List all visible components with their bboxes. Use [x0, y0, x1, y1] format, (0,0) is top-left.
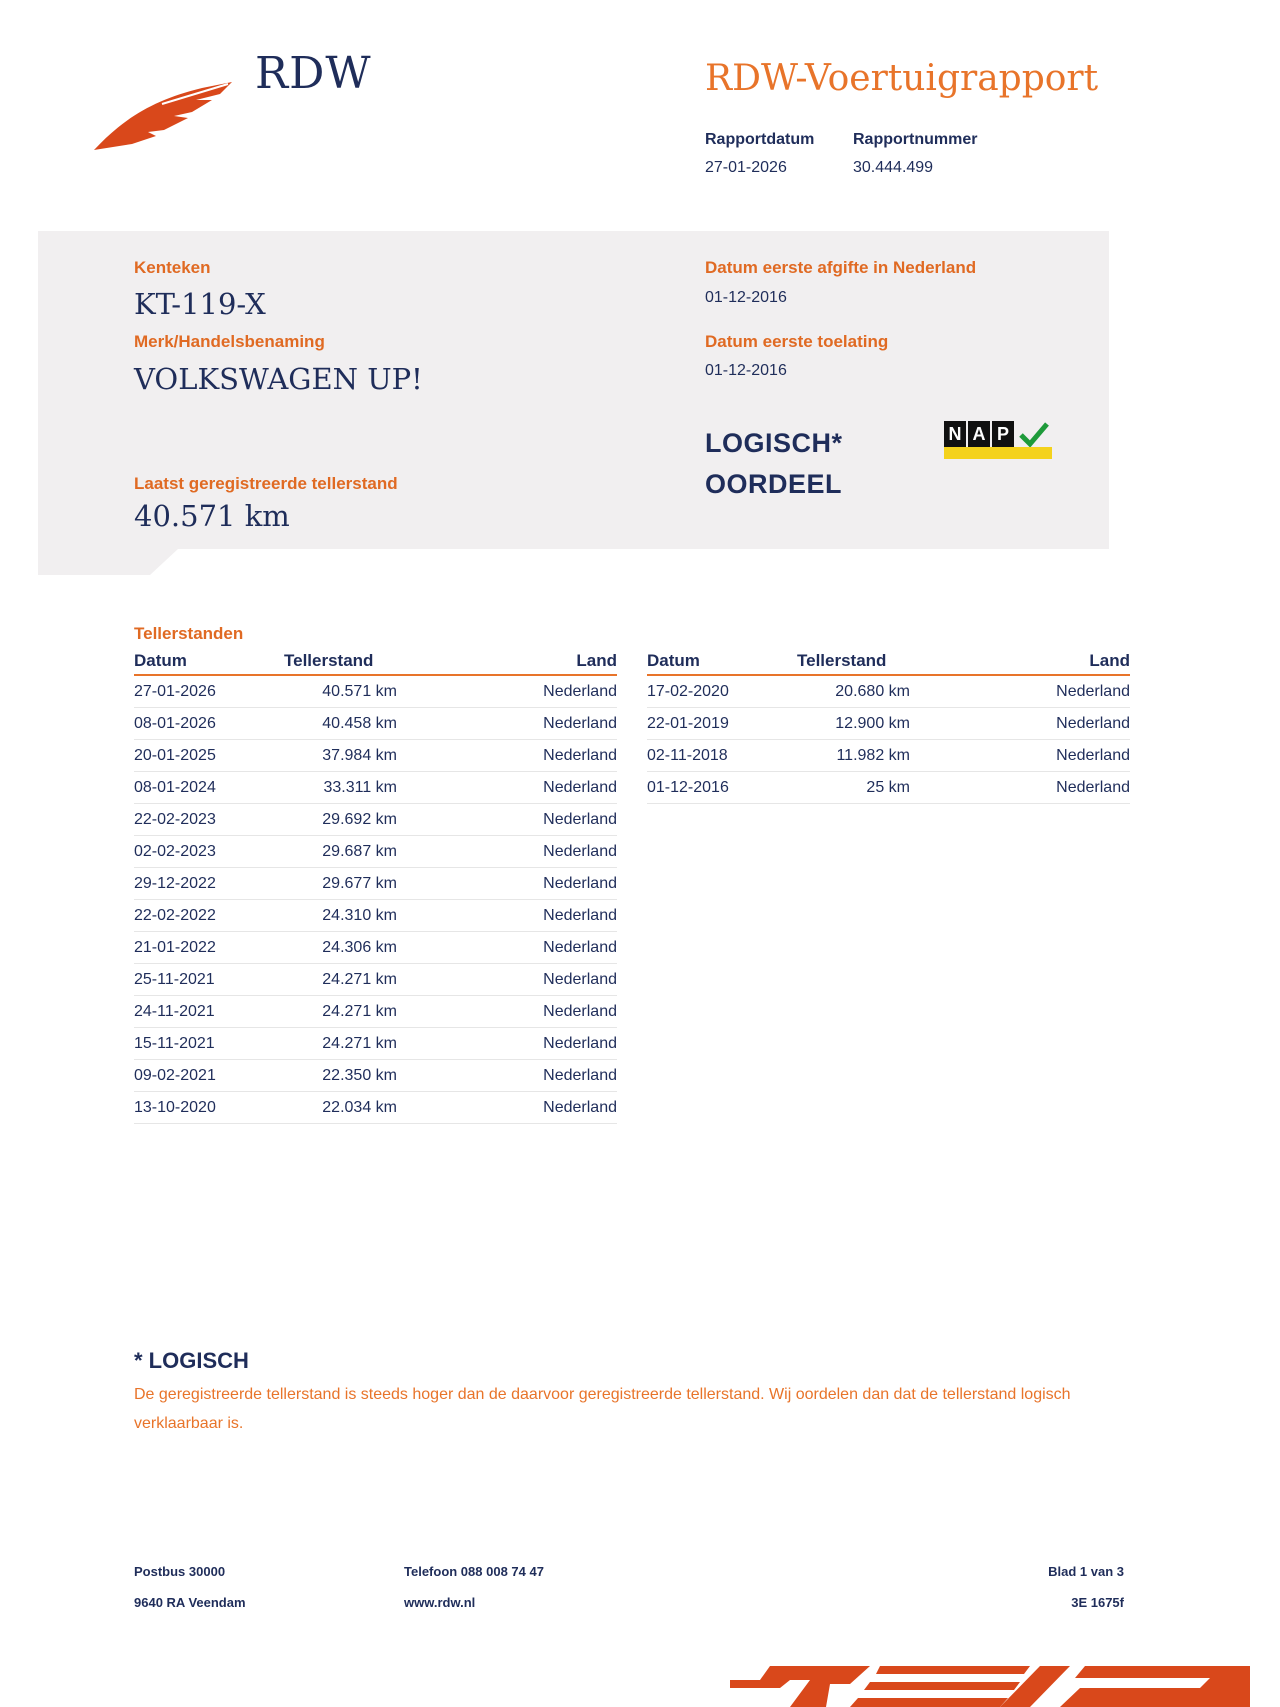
reading-date: 22-01-2019 [647, 708, 797, 740]
reading-country: Nederland [454, 804, 617, 836]
reading-country: Nederland [454, 996, 617, 1028]
reading-km: 22.350 km [284, 1060, 454, 1092]
report-number: 30.444.499 [853, 159, 934, 176]
reading-date: 17-02-2020 [647, 675, 797, 708]
reading-km: 20.680 km [797, 675, 967, 708]
reading-country: Nederland [454, 1092, 617, 1124]
footer-doc-code: 3E 1675f [1071, 1595, 1124, 1610]
reading-country: Nederland [967, 772, 1130, 804]
reading-date: 08-01-2024 [134, 772, 284, 804]
reading-country: Nederland [454, 836, 617, 868]
verdict-label: OORDEEL [705, 469, 843, 499]
reading-country: Nederland [454, 772, 617, 804]
table-row [134, 772, 617, 804]
reading-date: 21-01-2022 [134, 932, 284, 964]
table-row [134, 900, 617, 932]
reading-date: 15-11-2021 [134, 1028, 284, 1060]
reading-km: 25 km [797, 772, 967, 804]
reading-country: Nederland [454, 675, 617, 708]
reading-km: 24.306 km [284, 932, 454, 964]
table-row [134, 1028, 617, 1060]
table-row [134, 804, 617, 836]
reading-country: Nederland [454, 868, 617, 900]
reading-date: 29-12-2022 [134, 868, 284, 900]
col-km-header: Tellerstand [284, 650, 454, 675]
reading-date: 02-02-2023 [134, 836, 284, 868]
footer-address-line2: 9640 RA Veendam [134, 1595, 246, 1610]
reading-km: 37.984 km [284, 740, 454, 772]
odometer-label: Laatst geregistreerde tellerstand [134, 474, 398, 493]
reading-date: 27-01-2026 [134, 675, 284, 708]
table-row [134, 1060, 617, 1092]
table-row [134, 675, 617, 708]
nap-letter-p: P [992, 421, 1014, 447]
readings-table-left [134, 650, 617, 1124]
reading-country: Nederland [454, 708, 617, 740]
make-value: VOLKSWAGEN UP! [134, 362, 423, 396]
readings-section-title: Tellerstanden [134, 624, 244, 643]
reading-date: 22-02-2023 [134, 804, 284, 836]
table-row [134, 836, 617, 868]
reading-km: 24.271 km [284, 996, 454, 1028]
reading-country: Nederland [454, 1060, 617, 1092]
reading-km: 22.034 km [284, 1092, 454, 1124]
nap-letter-n: N [944, 421, 966, 447]
report-date-label: Rapportdatum [705, 131, 815, 148]
footer-phone: Telefoon 088 008 74 47 [404, 1564, 544, 1579]
col-land-header: Land [454, 650, 617, 675]
footnote-title: * LOGISCH [134, 1348, 249, 1373]
table-row [134, 1092, 617, 1124]
reading-country: Nederland [454, 900, 617, 932]
reading-country: Nederland [454, 932, 617, 964]
make-label: Merk/Handelsbenaming [134, 332, 325, 351]
brand-name: RDW [255, 48, 372, 99]
table-row [134, 740, 617, 772]
reading-country: Nederland [454, 964, 617, 996]
reading-date: 24-11-2021 [134, 996, 284, 1028]
col-date-header: Datum [647, 650, 797, 675]
table-row [647, 772, 1130, 804]
reading-country: Nederland [454, 1028, 617, 1060]
first-issue-nl-value: 01-12-2016 [705, 289, 787, 306]
reading-km: 40.571 km [284, 675, 454, 708]
reading-km: 40.458 km [284, 708, 454, 740]
table-row [134, 868, 617, 900]
reading-km: 33.311 km [284, 772, 454, 804]
reading-date: 20-01-2025 [134, 740, 284, 772]
table-row [647, 740, 1130, 772]
first-admission-label: Datum eerste toelating [705, 332, 889, 351]
table-header-row [134, 650, 617, 675]
reading-km: 24.310 km [284, 900, 454, 932]
reading-date: 22-02-2022 [134, 900, 284, 932]
nap-yellow-bar [944, 447, 1052, 459]
reading-km: 12.900 km [797, 708, 967, 740]
reading-km: 29.692 km [284, 804, 454, 836]
reading-date: 01-12-2016 [647, 772, 797, 804]
rdw-logo-icon [92, 76, 242, 156]
verdict-value: LOGISCH* [705, 428, 843, 458]
footer-address-line1: Postbus 30000 [134, 1564, 226, 1579]
table-row [134, 708, 617, 740]
checkmark-icon [1018, 421, 1050, 449]
col-land-header: Land [967, 650, 1130, 675]
reading-date: 25-11-2021 [134, 964, 284, 996]
readings-table-right [647, 650, 1130, 804]
col-km-header: Tellerstand [797, 650, 967, 675]
odometer-value: 40.571 km [134, 499, 290, 533]
table-header-row [647, 650, 1130, 675]
table-row [134, 996, 617, 1028]
reading-date: 02-11-2018 [647, 740, 797, 772]
reading-country: Nederland [967, 740, 1130, 772]
reading-country: Nederland [967, 708, 1130, 740]
first-issue-nl-label: Datum eerste afgifte in Nederland [705, 258, 977, 277]
col-date-header: Datum [134, 650, 284, 675]
reading-km: 24.271 km [284, 964, 454, 996]
footnote-text: De geregistreerde tellerstand is steeds hoger dan de daarvoor geregistreerde tellerstand. Wij oordelen dan dat de tellerstand logisch verklaarbaar is. [134, 1386, 1071, 1432]
footer-website: www.rdw.nl [404, 1595, 476, 1610]
table-row [134, 964, 617, 996]
report-date: 27-01-2026 [705, 159, 787, 176]
panel-tab-decoration [38, 549, 178, 575]
reading-date: 08-01-2026 [134, 708, 284, 740]
footer-page-number: Blad 1 van 3 [1048, 1564, 1124, 1579]
nap-letter-a: A [968, 421, 990, 447]
reading-km: 24.271 km [284, 1028, 454, 1060]
document-title: RDW-Voertuigrapport [705, 58, 1099, 99]
first-admission-value: 01-12-2016 [705, 362, 787, 379]
table-row [647, 708, 1130, 740]
reading-date: 09-02-2021 [134, 1060, 284, 1092]
table-row [647, 675, 1130, 708]
plate-label: Kenteken [134, 258, 211, 277]
reading-country: Nederland [454, 740, 617, 772]
rdw-stripes-decoration [730, 1660, 1250, 1707]
nap-badge [944, 421, 1052, 461]
reading-km: 11.982 km [797, 740, 967, 772]
reading-km: 29.687 km [284, 836, 454, 868]
reading-country: Nederland [967, 675, 1130, 708]
report-number-label: Rapportnummer [853, 131, 978, 148]
plate-value: KT-119-X [134, 287, 266, 321]
reading-date: 13-10-2020 [134, 1092, 284, 1124]
table-row [134, 932, 617, 964]
reading-km: 29.677 km [284, 868, 454, 900]
